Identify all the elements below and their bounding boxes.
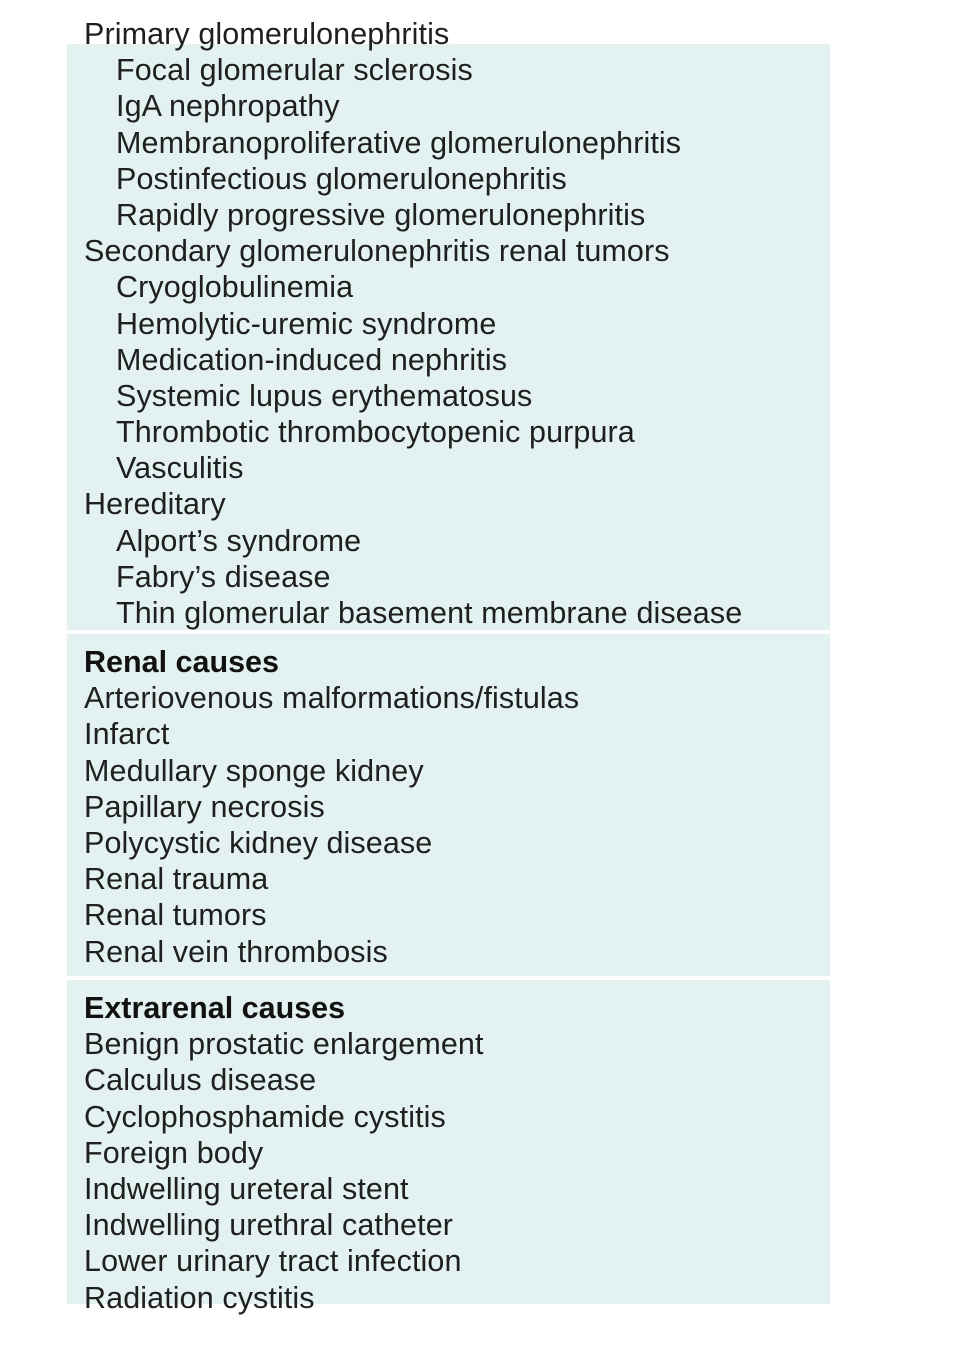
clipped-category-line: Primary glomerulonephritis — [84, 17, 450, 51]
list-item: Lower urinary tract infection — [84, 1244, 462, 1279]
renal-causes-list — [84, 644, 830, 970]
glomerular-causes-section — [67, 17, 830, 630]
extrarenal-causes-list — [84, 990, 830, 1316]
list-item: Hereditary — [84, 487, 226, 522]
list-item: Thin glomerular basement membrane disease — [116, 596, 743, 630]
list-item: IgA nephropathy — [116, 89, 340, 124]
glomerular-causes-list — [84, 16, 830, 631]
list-item: Rapidly progressive glomerulonephritis — [116, 197, 646, 232]
list-item: Cyclophosphamide cystitis — [84, 1099, 446, 1134]
list-item: Renal tumors — [84, 898, 267, 933]
list-item: Calculus disease — [84, 1063, 317, 1098]
list-item: Hemolytic-uremic syndrome — [116, 306, 497, 341]
hematuria-causes-table — [67, 17, 830, 1315]
list-item: Postinfectious glomerulonephritis — [116, 161, 567, 196]
list-item: Systemic lupus erythematosus — [116, 378, 533, 413]
list-item: Fabry’s disease — [116, 559, 331, 594]
extrarenal-causes-heading: Extrarenal causes — [84, 991, 346, 1025]
list-item: Renal trauma — [84, 862, 269, 897]
list-item: Secondary glomerulonephritis renal tumors — [84, 234, 670, 269]
renal-causes-heading: Renal causes — [84, 645, 279, 679]
list-item: Indwelling ureteral stent — [84, 1171, 409, 1206]
glomerular-items — [84, 52, 830, 631]
renal-items — [84, 680, 830, 970]
list-item: Infarct — [84, 717, 170, 752]
list-item: Alport’s syndrome — [116, 523, 362, 558]
list-item: Renal vein thrombosis — [84, 934, 388, 969]
list-item: Thrombotic thrombocytopenic purpura — [116, 415, 635, 450]
list-item: Polycystic kidney disease — [84, 825, 433, 860]
list-item: Radiation cystitis — [84, 1280, 315, 1315]
list-item: Vasculitis — [116, 451, 244, 486]
list-item: Membranoproliferative glomerulonephritis — [116, 125, 682, 160]
extrarenal-items — [84, 1026, 830, 1316]
list-item: Foreign body — [84, 1135, 264, 1170]
list-item: Medication-induced nephritis — [116, 342, 508, 377]
renal-causes-section — [67, 634, 830, 976]
list-item: Indwelling urethral catheter — [84, 1208, 454, 1243]
list-item: Arteriovenous malformations/fistulas — [84, 681, 580, 716]
extrarenal-causes-section — [67, 980, 830, 1315]
list-item: Focal glomerular sclerosis — [116, 53, 473, 88]
list-item: Benign prostatic enlargement — [84, 1027, 484, 1062]
list-item: Papillary necrosis — [84, 789, 325, 824]
list-item: Cryoglobulinemia — [116, 270, 354, 305]
list-item: Medullary sponge kidney — [84, 753, 424, 788]
